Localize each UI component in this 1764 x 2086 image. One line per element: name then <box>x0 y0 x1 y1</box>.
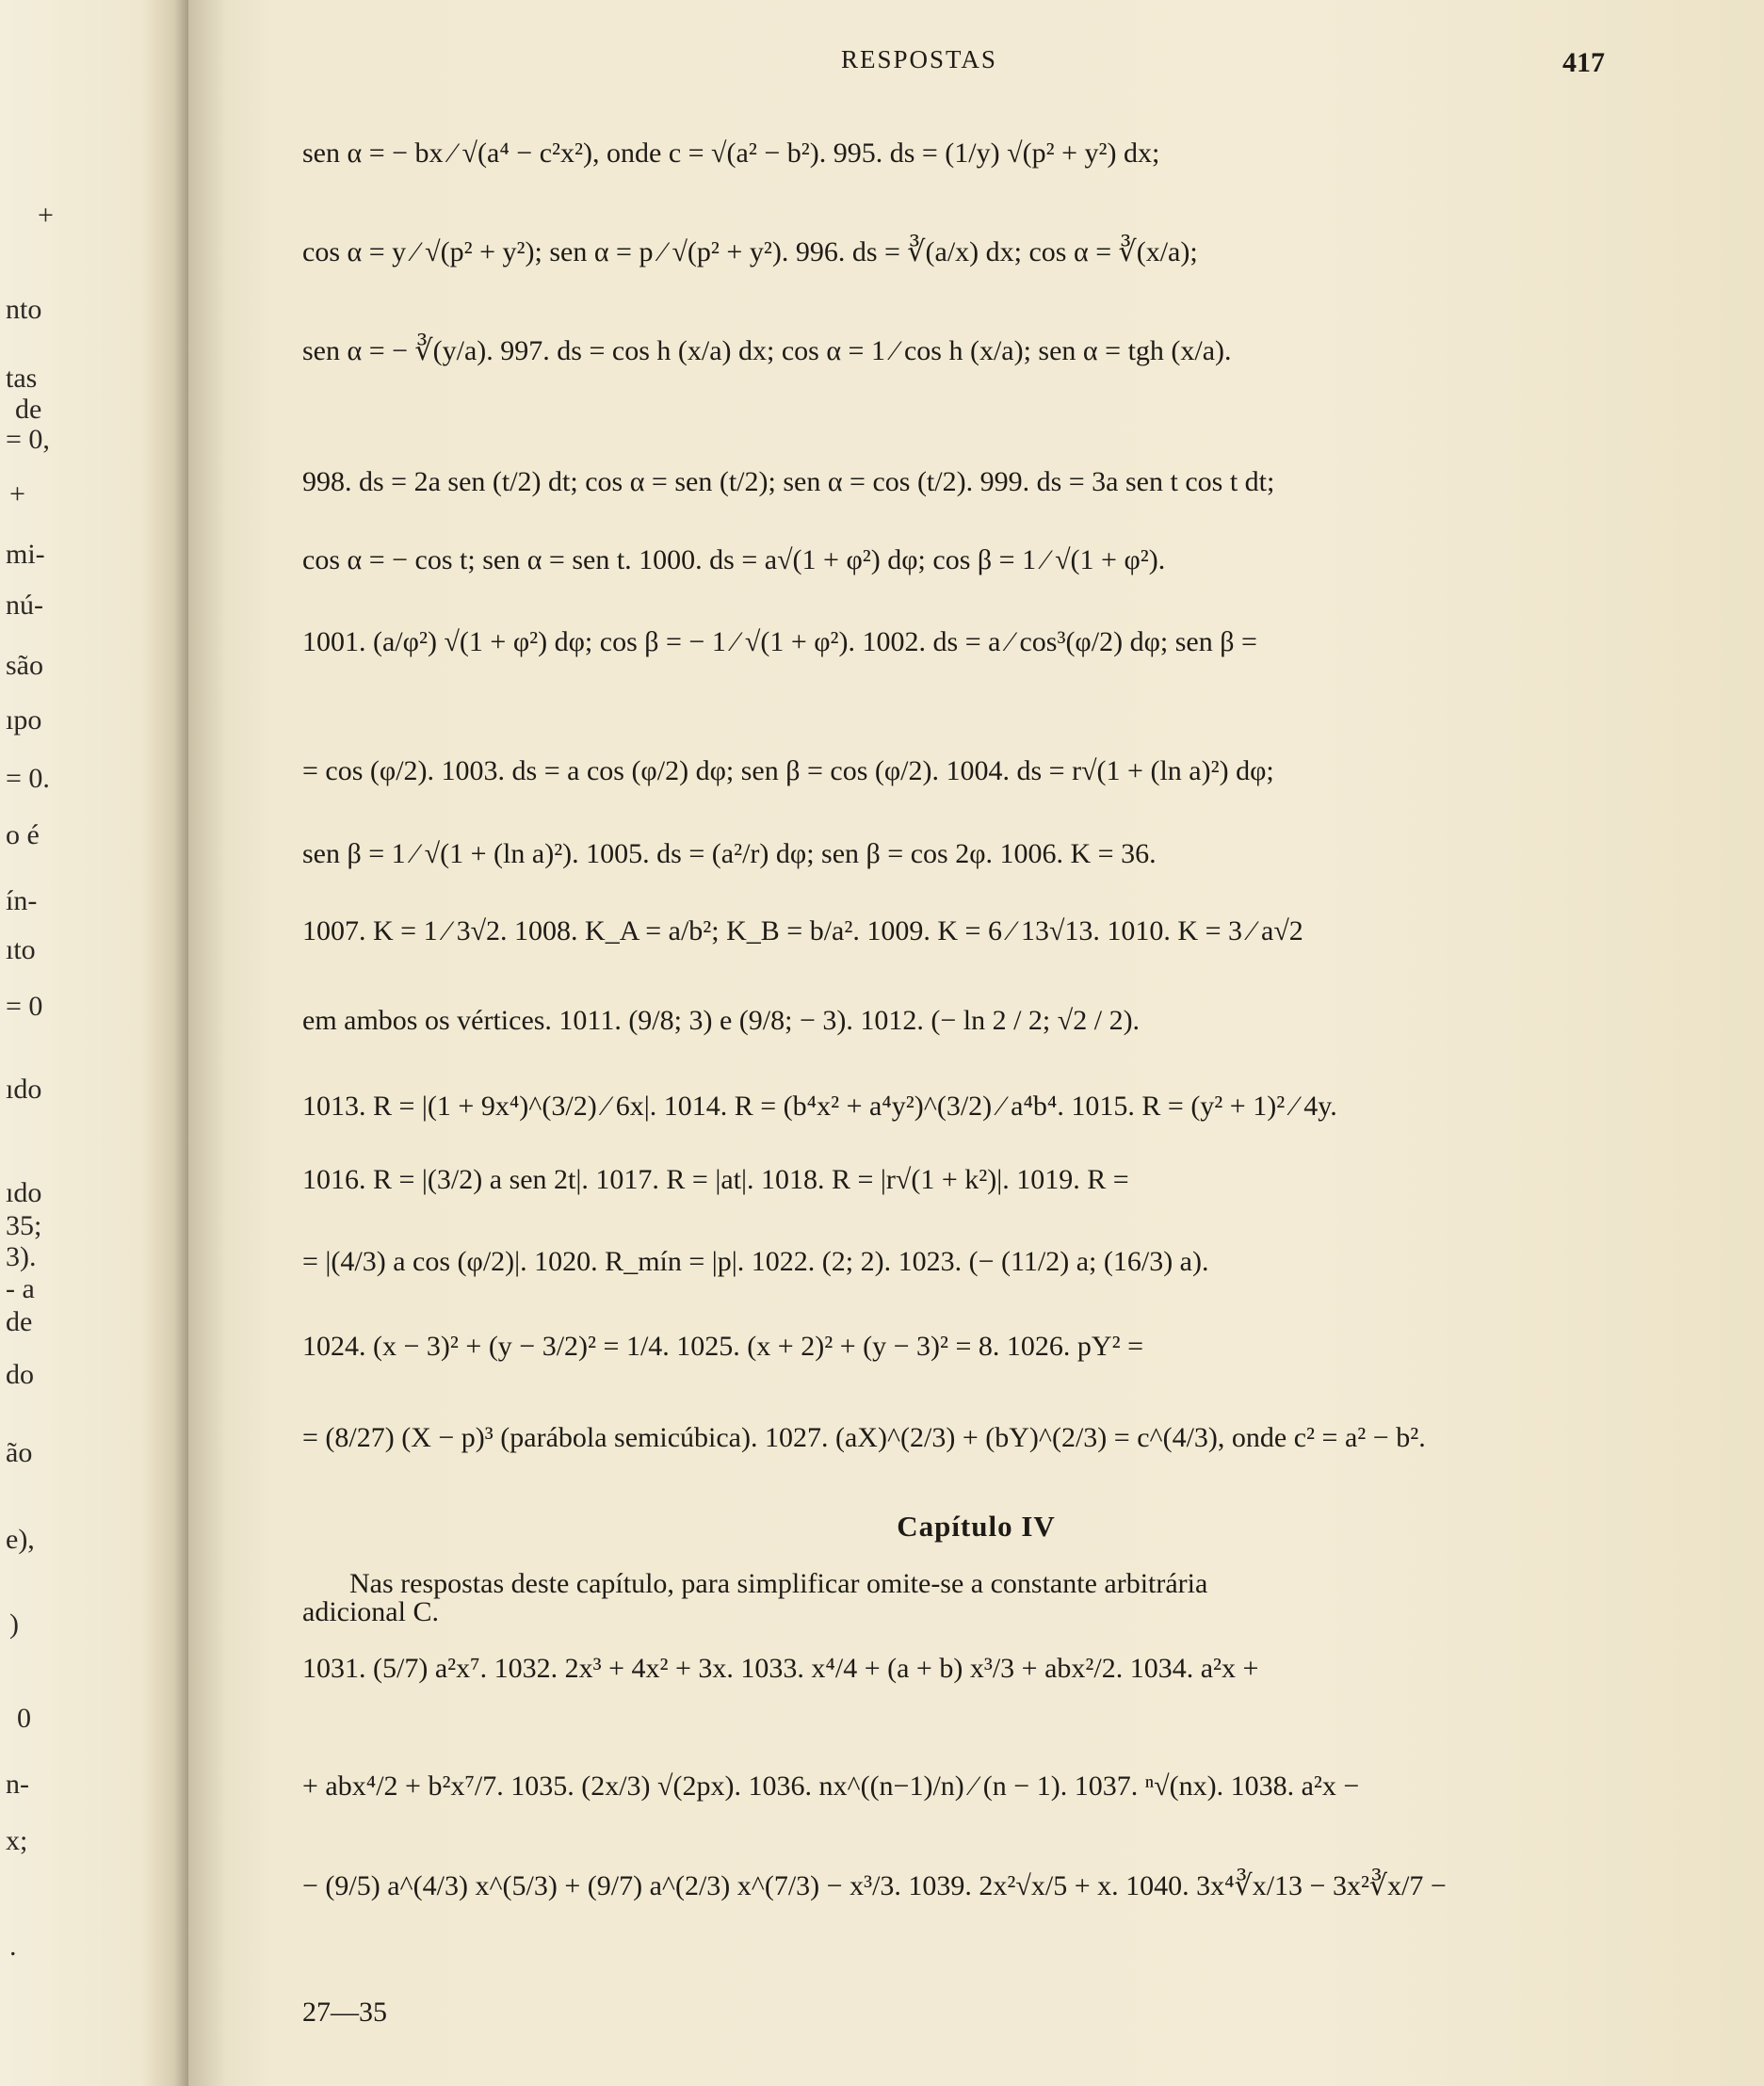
gutter-fragment: ıdo <box>6 1177 42 1208</box>
gutter-fragment: - a <box>6 1273 35 1304</box>
answer-line: sen α = − bx ⁄ √(a⁴ − c²x²), onde c = √(a² − b²). 995. ds = (1/y) √(p² + y²) dx; <box>302 137 1160 169</box>
paragraph-line: adicional C. <box>302 1596 439 1627</box>
answer-line: 1001. (a/φ²) √(1 + φ²) dφ; cos β = − 1 ⁄ √(1 + φ²). 1002. ds = a ⁄ cos³(φ/2) dφ; sen β = <box>302 626 1257 657</box>
gutter-fragment: nú- <box>6 590 43 621</box>
gutter-fragment: de <box>6 1306 33 1337</box>
signature-mark: 27—35 <box>302 1997 387 2028</box>
gutter-fragment: nto <box>6 294 42 325</box>
answer-line: cos α = y ⁄ √(p² + y²); sen α = p ⁄ √(p² + y²). 996. ds = ∛(a/x) dx; cos α = ∛(x/a); <box>302 236 1198 267</box>
answer-line: sen α = − ∛(y/a). 997. ds = cos h (x/a) dx; cos α = 1 ⁄ cos h (x/a); sen α = tgh (x/a). <box>302 335 1232 366</box>
answer-line: 1024. (x − 3)² + (y − 3/2)² = 1/4. 1025. (x + 2)² + (y − 3)² = 8. 1026. pY² = <box>302 1331 1143 1362</box>
previous-page-fragments <box>0 0 188 2086</box>
answer-line: − (9/5) a^(4/3) x^(5/3) + (9/7) a^(2/3) x^(7/3) − x³/3. 1039. 2x²√x/5 + x. 1040. 3x⁴∛x/13 − 3x²∛x/7 − <box>302 1870 1447 1901</box>
answer-line: 1013. R = |(1 + 9x⁴)^(3/2) ⁄ 6x|. 1014. R = (b⁴x² + a⁴y²)^(3/2) ⁄ a⁴b⁴. 1015. R = (y² + 1)² ⁄ 4y. <box>302 1091 1337 1122</box>
gutter-fragment: = 0 <box>6 991 43 1022</box>
answer-line: em ambos os vértices. 1011. (9/8; 3) e (9/8; − 3). 1012. (− ln 2 / 2; √2 / 2). <box>302 1005 1141 1036</box>
gutter-fragment: e), <box>6 1524 35 1555</box>
gutter-fragment: mi- <box>6 539 45 570</box>
gutter-fragment: o é <box>6 819 40 850</box>
gutter-fragment: ıto <box>6 934 36 965</box>
gutter-fragment: = 0. <box>6 763 50 794</box>
gutter-fragment: 35; <box>6 1210 42 1241</box>
gutter-fragment: de <box>15 394 42 425</box>
paragraph-line: Nas respostas deste capítulo, para simplificar omite-se a constante arbitrária <box>349 1568 1208 1599</box>
gutter-fragment: n- <box>6 1769 29 1800</box>
answer-line: 998. ds = 2a sen (t/2) dt; cos α = sen (t/2); sen α = cos (t/2). 999. ds = 3a sen t cos t dt; <box>302 466 1275 497</box>
gutter-fragment: ıpo <box>6 704 42 736</box>
answer-line: + abx⁴/2 + b²x⁷/7. 1035. (2x/3) √(2px). 1036. nx^((n−1)/n) ⁄ (n − 1). 1037. ⁿ√(nx). 1038. a²x − <box>302 1771 1360 1802</box>
answer-line: sen β = 1 ⁄ √(1 + (ln a)²). 1005. ds = (a²/r) dφ; sen β = cos 2φ. 1006. K = 36. <box>302 838 1157 869</box>
gutter-fragment: 3). <box>6 1241 37 1272</box>
gutter-fragment: ) <box>9 1609 19 1640</box>
gutter-fragment: 0 <box>17 1703 31 1734</box>
gutter-fragment: do <box>6 1359 34 1390</box>
gutter-fragment: + <box>38 200 54 231</box>
gutter-fragment: x; <box>6 1825 28 1856</box>
gutter-fragment: = 0, <box>6 424 50 455</box>
running-header: RESPOSTAS <box>841 45 997 73</box>
gutter-fragment: ıdo <box>6 1074 42 1105</box>
gutter-fragment: + <box>9 478 25 509</box>
gutter-fragment: ín- <box>6 885 38 916</box>
answer-line: = cos (φ/2). 1003. ds = a cos (φ/2) dφ; sen β = cos (φ/2). 1004. ds = r√(1 + (ln a)²) dφ; <box>302 755 1274 786</box>
answer-line: cos α = − cos t; sen α = sen t. 1000. ds = a√(1 + φ²) dφ; cos β = 1 ⁄ √(1 + φ²). <box>302 544 1166 575</box>
gutter-fragment: tas <box>6 363 38 394</box>
answer-line: = (8/27) (X − p)³ (parábola semicúbica). 1027. (aX)^(2/3) + (bY)^(2/3) = c^(4/3), onde c² = a² − b². <box>302 1422 1426 1453</box>
book-page <box>188 0 1764 2086</box>
answer-line: 1031. (5/7) a²x⁷. 1032. 2x³ + 4x² + 3x. 1033. x⁴/4 + (a + b) x³/3 + abx²/2. 1034. a²x + <box>302 1653 1259 1684</box>
gutter-fragment: . <box>9 1931 17 1962</box>
answer-line: 1007. K = 1 ⁄ 3√2. 1008. K_A = a/b²; K_B = b/a². 1009. K = 6 ⁄ 13√13. 1010. K = 3 ⁄ a√2 <box>302 915 1303 946</box>
gutter-fragment: ão <box>6 1437 33 1468</box>
gutter-fragment: são <box>6 650 43 681</box>
answer-line: = |(4/3) a cos (φ/2)|. 1020. R_mín = |p|. 1022. (2; 2). 1023. (− (11/2) a; (16/3) a). <box>302 1246 1209 1277</box>
page-number: 417 <box>1562 47 1605 78</box>
chapter-heading: Capítulo IV <box>897 1510 1056 1543</box>
answer-line: 1016. R = |(3/2) a sen 2t|. 1017. R = |at|. 1018. R = |r√(1 + k²)|. 1019. R = <box>302 1164 1129 1195</box>
